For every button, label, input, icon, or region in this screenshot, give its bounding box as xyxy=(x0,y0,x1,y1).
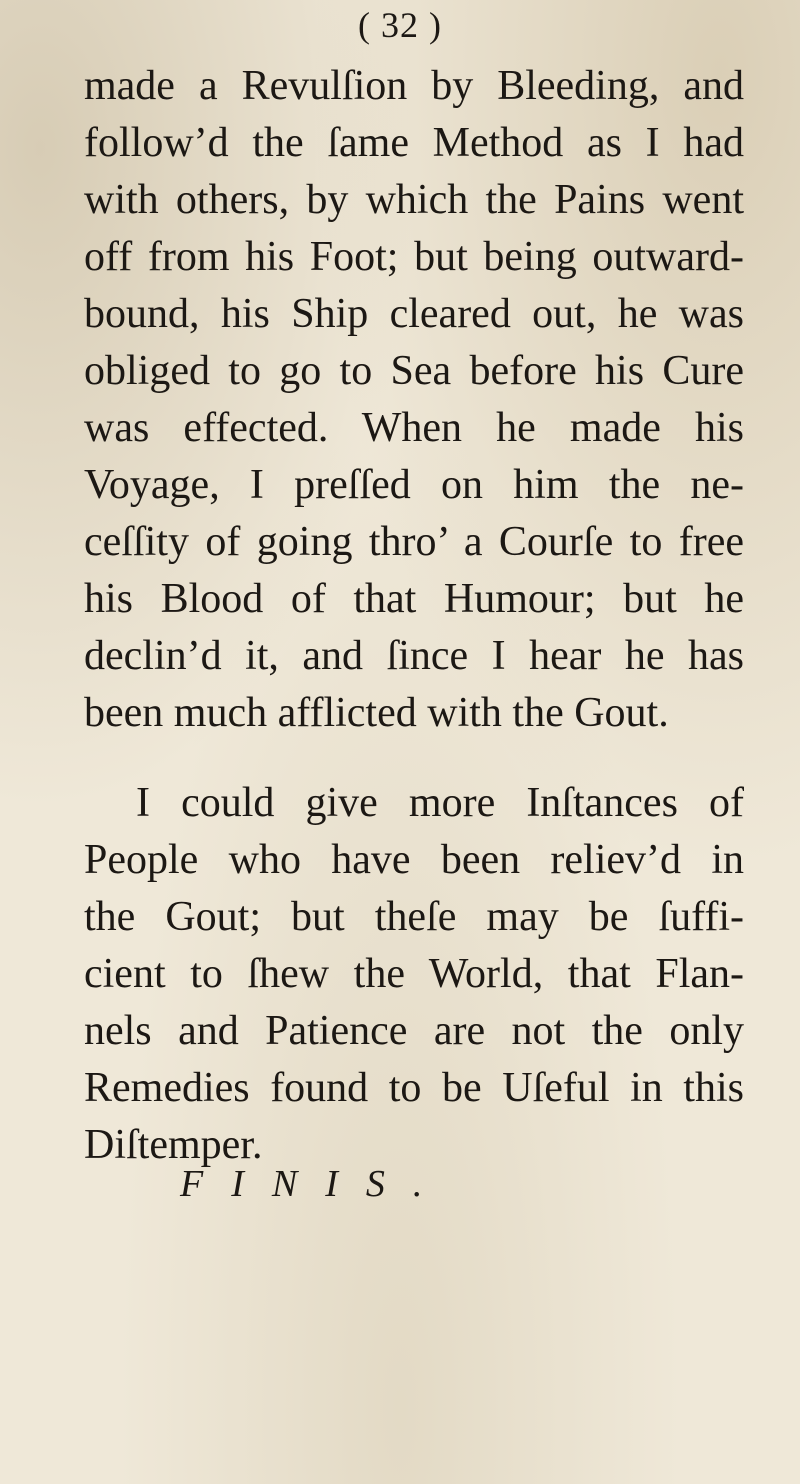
finis-heading: FINIS. xyxy=(180,1163,451,1205)
paragraph-2 xyxy=(84,775,744,1174)
text-line: People who have been reliev’d in xyxy=(84,837,744,883)
text-line: was effected. When he made his xyxy=(84,405,744,451)
text-line: off from his Foot; but being outward- xyxy=(84,234,744,280)
text-line: Voyage, I preſſed on him the ne- xyxy=(84,462,744,508)
page-number: ( 32 ) xyxy=(358,5,442,45)
text-line: follow’d the ſame Method as I had xyxy=(84,120,744,166)
text-line: Remedies found to be Uſeful in this xyxy=(84,1065,744,1111)
text-line: made a Revulſion by Bleeding, and xyxy=(84,63,744,109)
paragraph-1 xyxy=(84,58,744,742)
text-line: declin’d it, and ſince I hear he has xyxy=(84,633,744,679)
text-line: the Gout; but theſe may be ſuffi- xyxy=(84,894,744,940)
text-line: nels and Patience are not the only xyxy=(84,1008,744,1054)
text-line: bound, his Ship cleared out, he was xyxy=(84,291,744,337)
text-line: obliged to go to Sea before his Cure xyxy=(84,348,744,394)
body-text xyxy=(84,58,744,1174)
text-line: his Blood of that Humour; but he xyxy=(84,576,744,622)
text-line: with others, by which the Pains went xyxy=(84,177,744,223)
text-line: ceſſity of going thro’ a Courſe to free xyxy=(84,519,744,565)
text-line: I could give more Inſtances of xyxy=(136,780,744,826)
text-line: been much afflicted with the Gout. xyxy=(84,690,669,736)
text-line: Diſtemper. xyxy=(84,1122,263,1168)
text-line: cient to ſhew the World, that Flan- xyxy=(84,951,744,997)
